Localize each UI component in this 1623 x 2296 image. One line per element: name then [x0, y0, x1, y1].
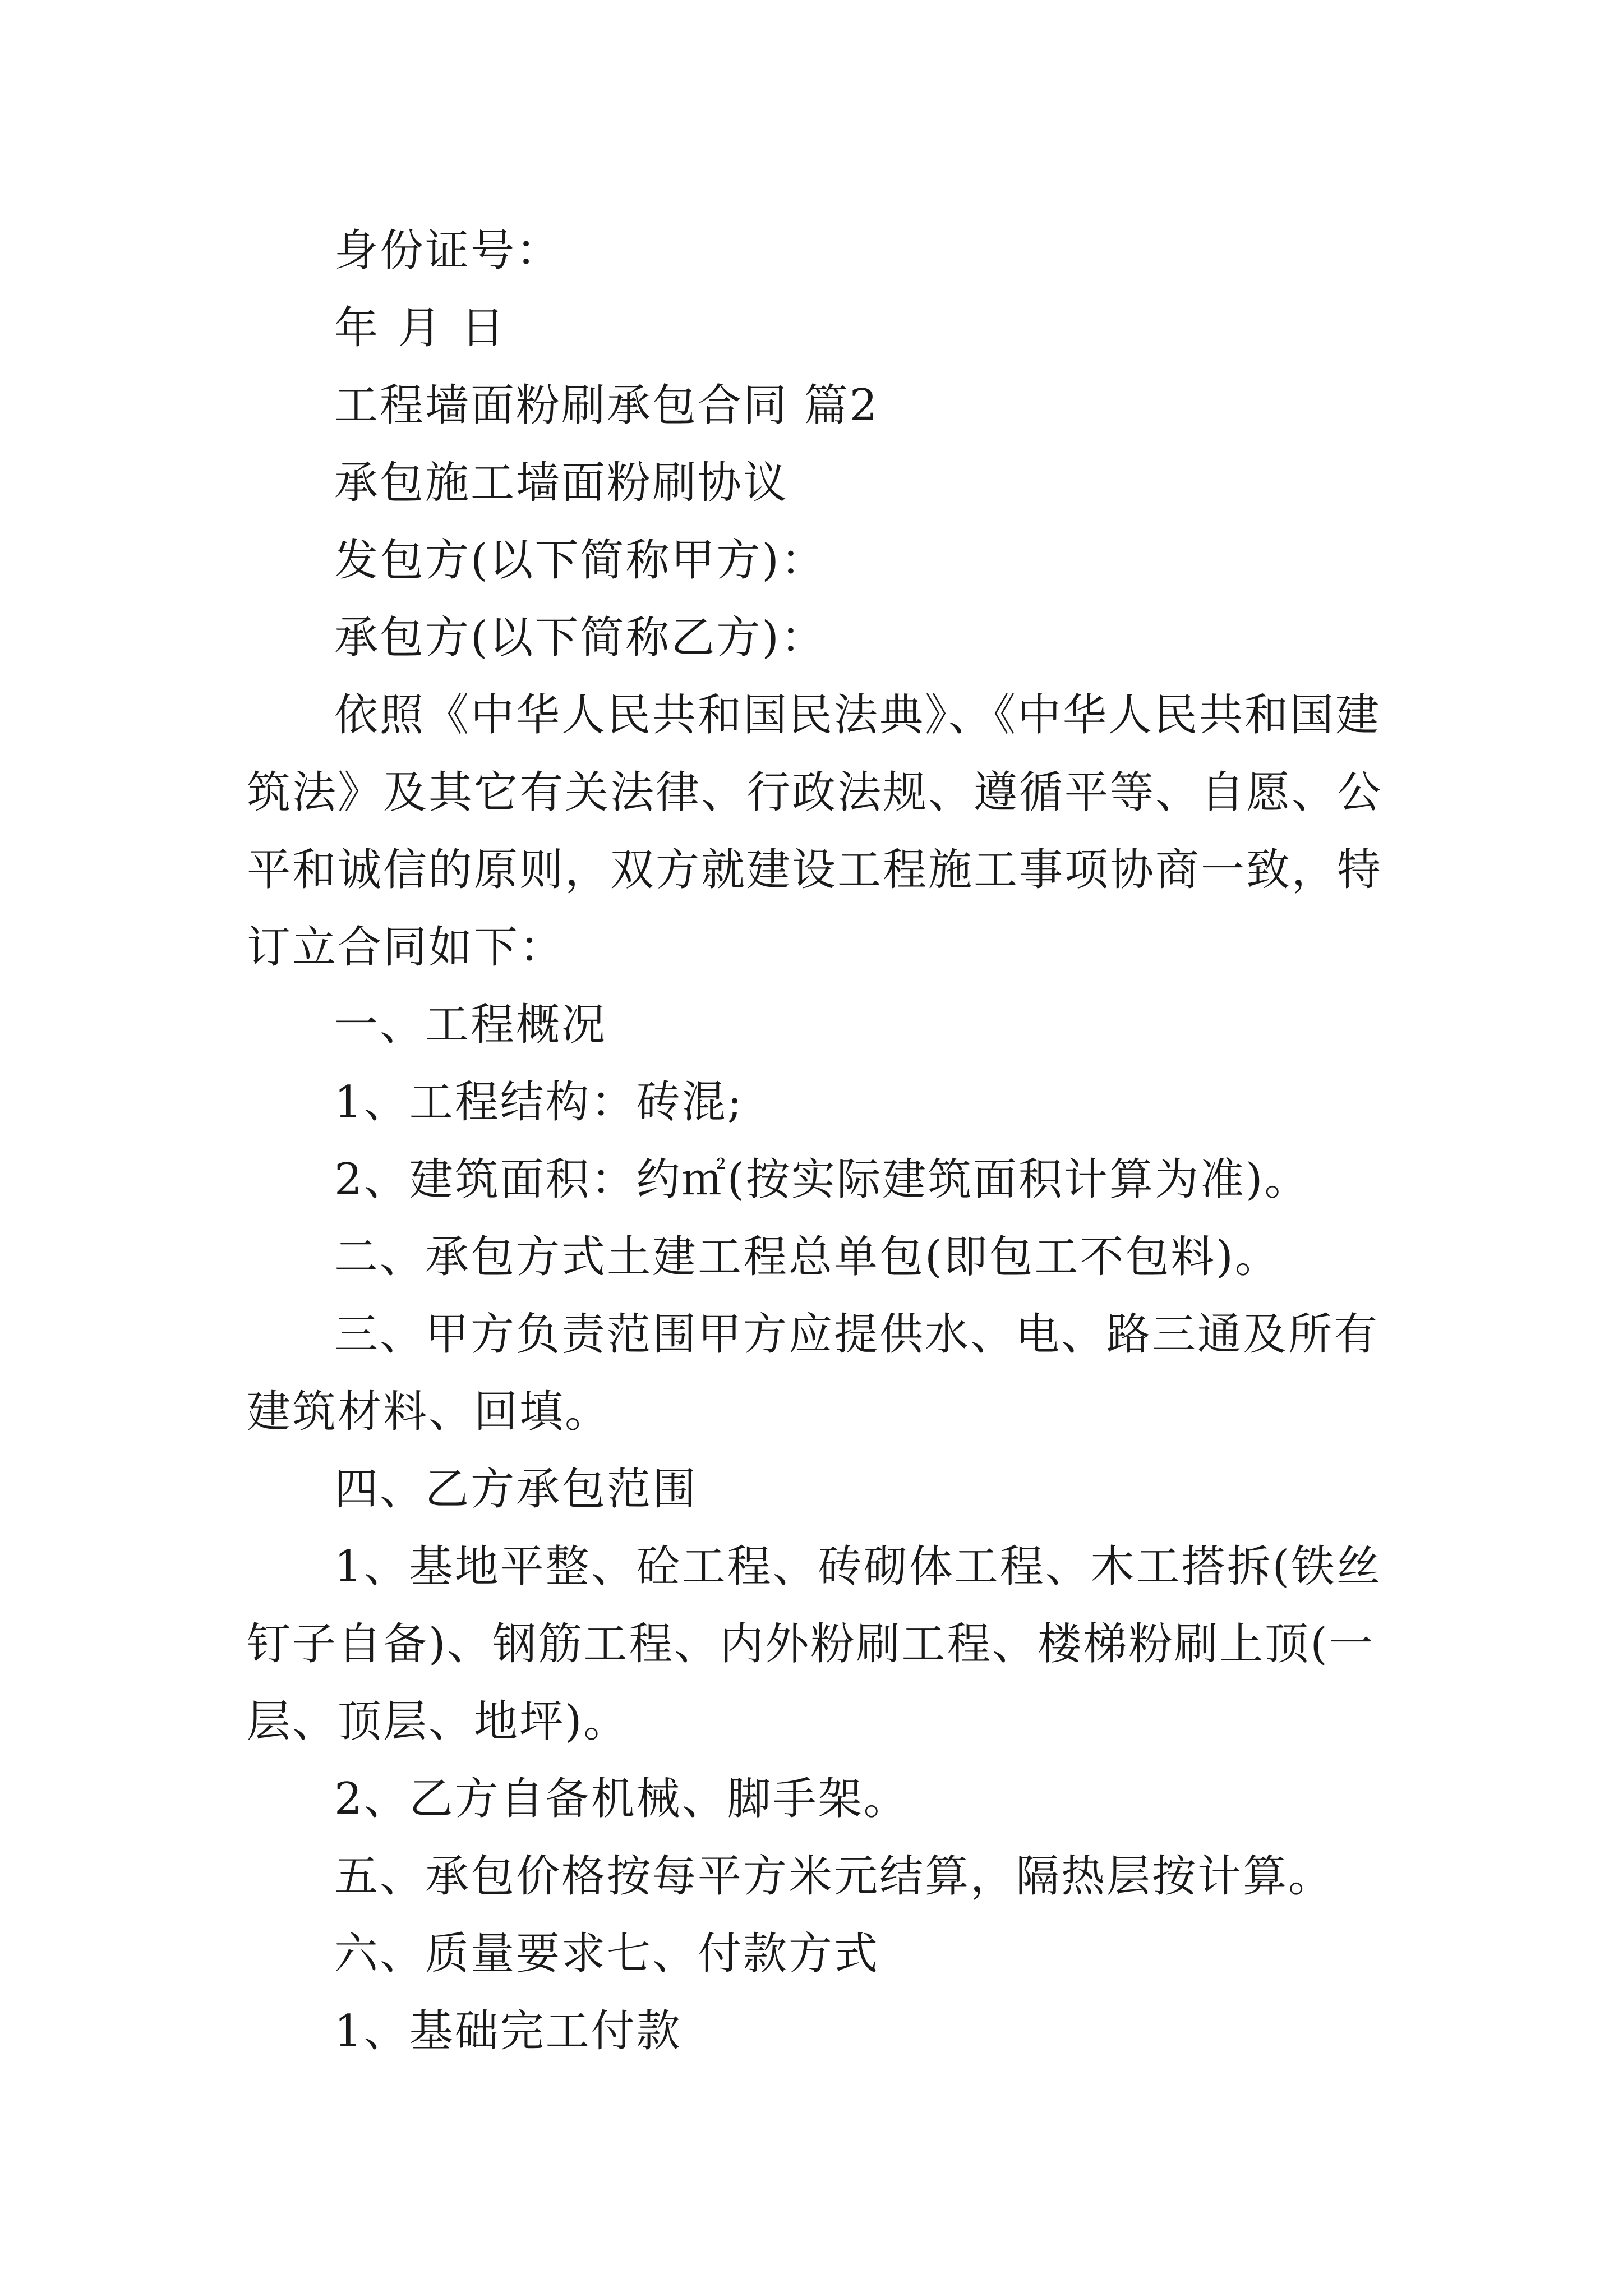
clause-item: 1、基地平整、砼工程、砖砌体工程、木工搭拆(铁丝钉子自备)、钢筋工程、内外粉刷工程、楼梯粉刷上顶(一层、顶层、地坪)。	[247, 1542, 1382, 1747]
clause-item: 1、基础完工付款	[334, 2006, 682, 2056]
clause-item: 1、工程结构：砖混;	[334, 1077, 744, 1128]
clause-item: 2、建筑面积：约㎡(按实际建筑面积计算为准)。	[334, 1154, 1310, 1205]
clause-heading-1: 一、工程概况	[334, 1000, 607, 1050]
party-a-line: 发包方(以下简称甲方)：	[334, 535, 826, 586]
section-heading: 工程墙面粉刷承包合同 篇2	[334, 380, 879, 431]
clause-item: 2、乙方自备机械、脚手架。	[334, 1774, 909, 1824]
clause-heading-6-7: 六、质量要求七、付款方式	[334, 1929, 880, 1979]
clause-heading-2: 二、承包方式土建工程总单包(即包工不包料)。	[334, 1232, 1280, 1282]
document-body	[247, 212, 1408, 2070]
party-b-line: 承包方(以下简称乙方)：	[334, 613, 826, 663]
clause-heading-3: 三、甲方负责范围甲方应提供水、电、路三通及所有建筑材料、回填。	[247, 1309, 1380, 1437]
date-line: 年 月 日	[334, 303, 508, 353]
preamble-paragraph: 依照《中华人民共和国民法典》、《中华人民共和国建筑法》及其它有关法律、行政法规、遵循平等、自愿、公平和诚信的原则，双方就建设工程施工事项协商一致，特订立合同如下：	[247, 690, 1383, 973]
clause-heading-5: 五、承包价格按每平方米元结算，隔热层按计算。	[334, 1851, 1334, 1902]
agreement-title: 承包施工墙面粉刷协议	[334, 458, 789, 508]
id-number-line: 身份证号：	[334, 226, 562, 276]
clause-heading-4: 四、乙方承包范围	[334, 1464, 698, 1515]
